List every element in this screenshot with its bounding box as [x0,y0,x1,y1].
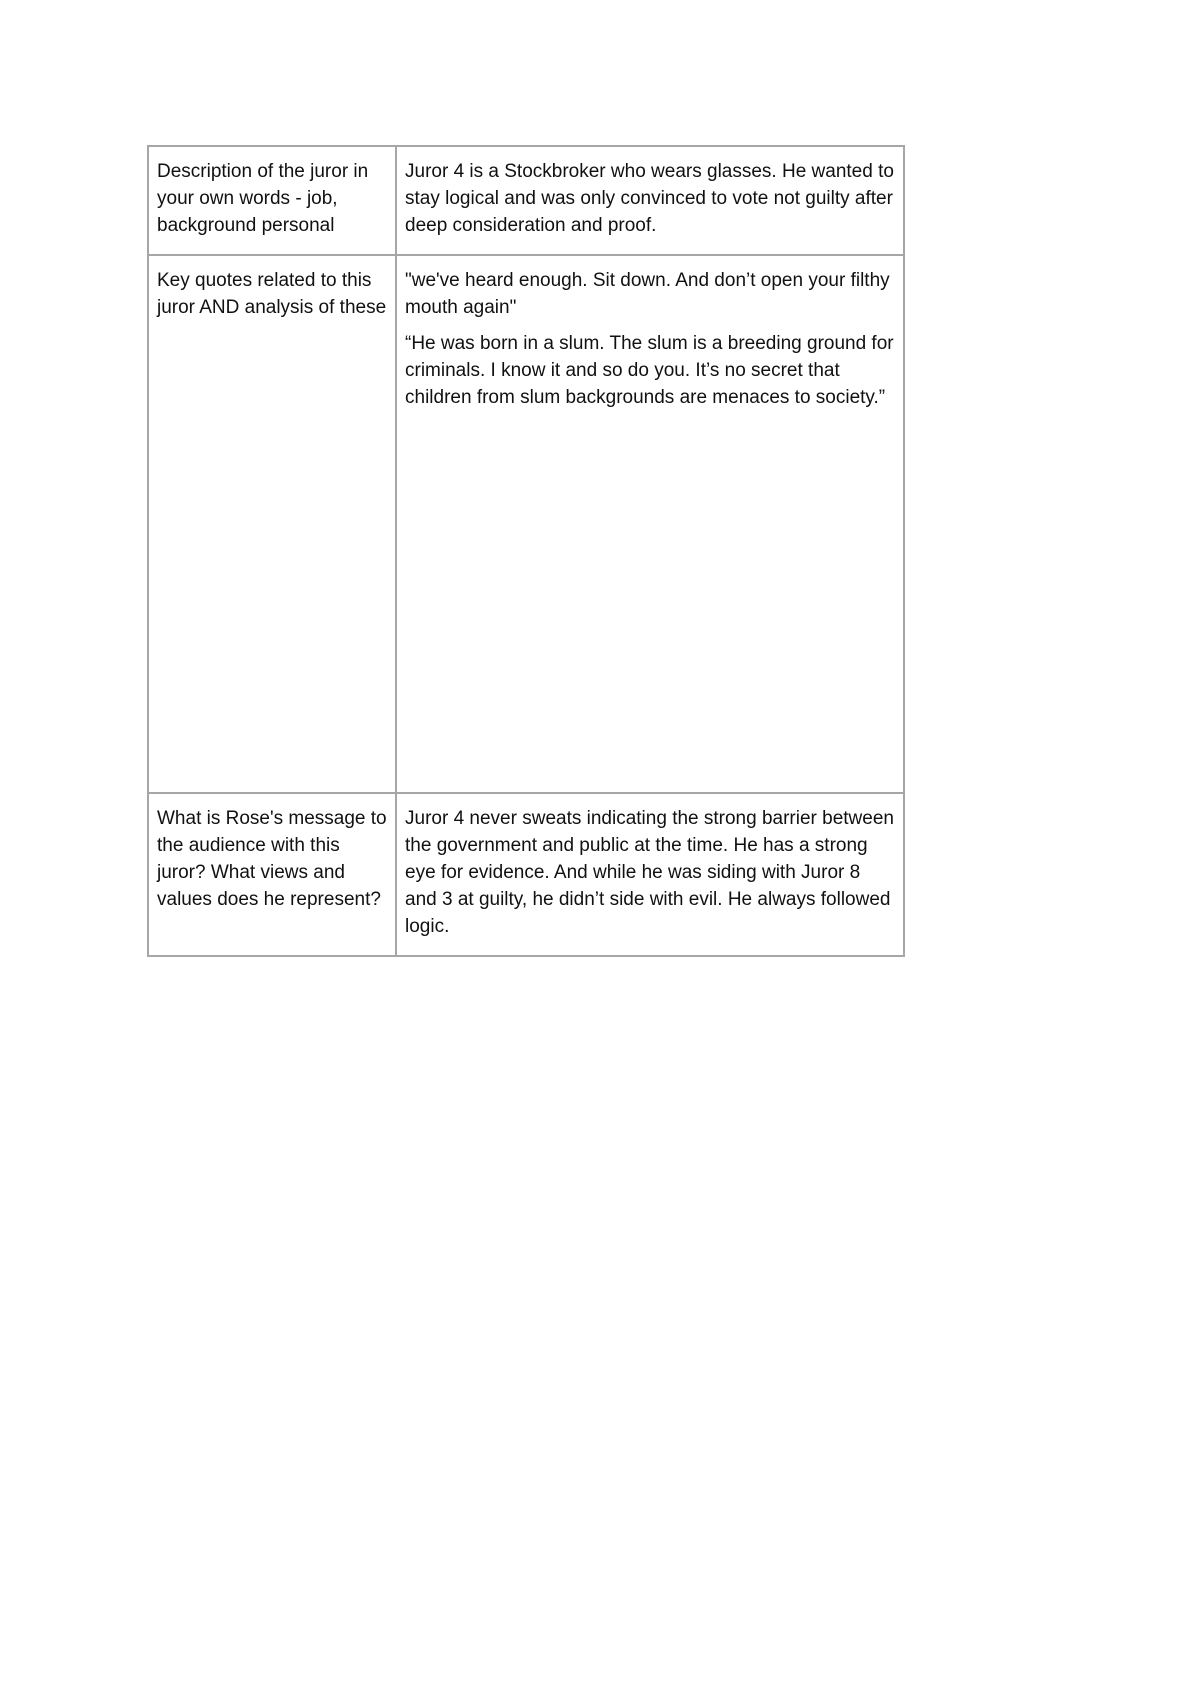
juror-analysis-table [147,145,905,957]
table-row-message [148,793,904,956]
row-label-quotes: Key quotes related to this juror AND analysis of these [157,270,387,318]
table-row-description [148,146,904,255]
row-label-cell [148,793,396,956]
quote-text-1: "we've heard enough. Sit down. And don’t open your filthy mouth again" [405,270,890,318]
table-row-quotes [148,255,904,793]
row-label-cell [148,146,396,255]
description-text: Juror 4 is a Stockbroker who wears glasses. He wanted to stay logical and was only convinced to vote not guilty after deep consideration and proof. [405,161,894,236]
row-label-cell [148,255,396,793]
message-text: Juror 4 never sweats indicating the strong barrier between the government and public at the time. He has a strong eye for evidence. And while he was siding with Juror 8 and 3 at guilty, he didn’t side with evil. He always followed logic. [405,808,894,937]
row-label-description: Description of the juror in your own words - job, background personal [157,161,369,236]
quote-text-2: “He was born in a slum. The slum is a breeding ground for criminals. I know it and so do you. It’s no secret that children from slum backgrounds are menaces to society.” [405,333,894,408]
row-label-message: What is Rose's message to the audience with this juror? What views and values does he represent? [157,808,387,910]
row-content-cell [396,793,904,956]
row-content-cell [396,255,904,793]
row-content-cell [396,146,904,255]
